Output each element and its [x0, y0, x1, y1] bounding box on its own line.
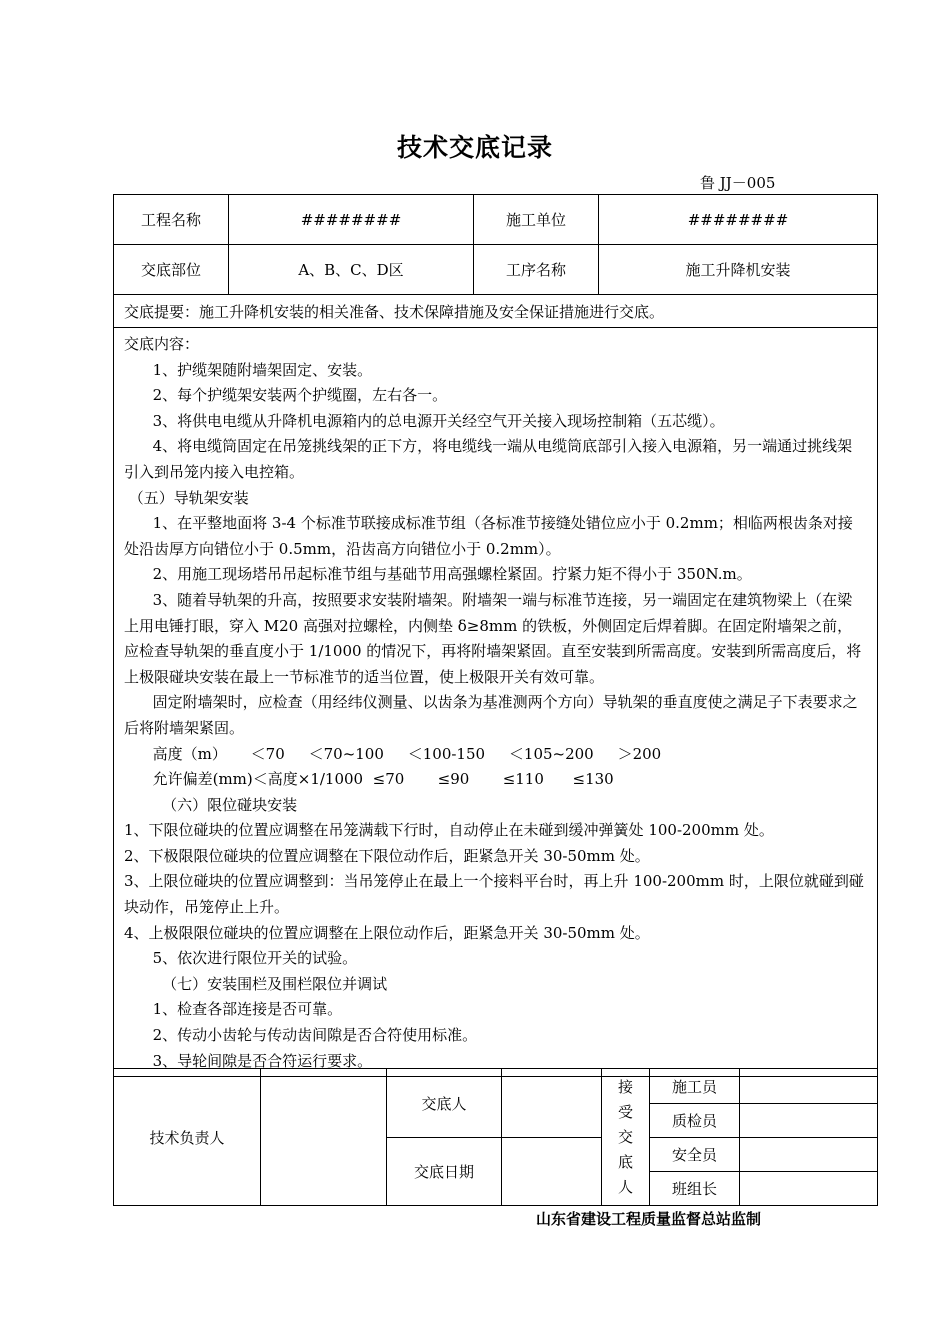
tech-lead-sign-cell	[261, 1069, 387, 1206]
content-line: （六）限位碰块安装	[124, 795, 298, 814]
signature-table	[113, 1068, 878, 1206]
content-line: 5、依次进行限位开关的试验。	[124, 949, 358, 968]
content-line: 3、将供电电缆从升降机电源箱内的总电源开关经空气开关接入现场控制箱（五芯缆）。	[124, 411, 725, 430]
receiver-char: 底	[617, 1152, 633, 1171]
receiver-label	[602, 1069, 650, 1206]
content-line: 4、上极限限位碰块的位置应调整在上限位动作后，距紧急开关 30-50mm 处。	[124, 923, 650, 942]
process-name-label: 工序名称	[474, 245, 599, 295]
project-name-label: 工程名称	[114, 195, 229, 245]
content-line: 交底内容：	[124, 335, 200, 353]
disclosure-summary: 交底提要：施工升降机安装的相关准备、技术保障措施及安全保证措施进行交底。	[114, 295, 878, 328]
content-line: 3、随着导轨架的升高，按照要求安装附墙架。附墙架一端与标准节连接，另一端固定在建筑物梁上（在梁上用电锤打眼，穿入 M20 高强对拉螺栓，内侧垫 δ≥8mm 的铁板，外侧固定后焊着脚。在固定附墙架之前，应检查导轨架的垂直度小于 1/1000 的情况下，再将附墙架紧固。直至安装到所需高度。安装到所需高度后，将上极限碰块安装在最上一节标准节的适当位置，使上极限开关有效可靠。	[124, 590, 862, 686]
disclosure-date-cell	[502, 1138, 602, 1206]
role-safety-sign-cell	[740, 1138, 878, 1172]
content-line: 1、检查各部连接是否可靠。	[124, 1000, 343, 1019]
receiver-char: 接	[617, 1077, 633, 1096]
receiver-char: 人	[617, 1177, 633, 1196]
role-team-leader-label: 班组长	[650, 1172, 740, 1206]
content-line: 3、导轮间隙是否合符运行要求。	[124, 1051, 373, 1070]
content-line: 2、传动小齿轮与传动齿间隙是否合符使用标准。	[124, 1026, 478, 1045]
construction-unit-value: ########	[599, 195, 878, 245]
role-safety-label: 安全员	[650, 1138, 740, 1172]
disclosure-content	[114, 328, 878, 1077]
content-line: 允许偏差(mm)＜高度×1/1000 ≤70 ≤90 ≤110 ≤130	[124, 770, 614, 789]
footer-supervisor: 山东省建设工程质量监督总站监制	[536, 1210, 762, 1228]
discloser-sign-cell	[502, 1069, 602, 1138]
tech-lead-label: 技术负责人	[114, 1069, 261, 1206]
content-line: 2、下极限限位碰块的位置应调整在下限位动作后，距紧急开关 30-50mm 处。	[124, 846, 650, 865]
disclosure-date-label: 交底日期	[387, 1138, 502, 1206]
content-lines	[124, 332, 867, 1074]
content-line: 1、下限位碰块的位置应调整在吊笼满载下行时，自动停止在未碰到缓冲弹簧处 100-200mm 处。	[124, 821, 774, 840]
document-title: 技术交底记录	[396, 133, 553, 162]
content-line: 高度（m） ＜70 ＜70~100 ＜100-150 ＜105~200 ＞200	[124, 744, 662, 763]
disclosure-part-label: 交底部位	[114, 245, 229, 295]
content-line: 4、将电缆筒固定在吊笼挑线架的正下方，将电缆线一端从电缆筒底部引入接入电源箱，另一端通过挑线架引入到吊笼内接入电控箱。	[124, 437, 853, 481]
content-line: （五）导轨架安装	[124, 488, 249, 507]
role-inspector-label: 质检员	[650, 1104, 740, 1138]
discloser-label: 交底人	[387, 1069, 502, 1138]
record-table	[113, 194, 878, 1077]
process-name-value: 施工升降机安装	[599, 245, 878, 295]
construction-unit-label: 施工单位	[474, 195, 599, 245]
content-line: 2、用施工现场塔吊吊起标准节组与基础节用高强螺栓紧固。拧紧力矩不得小于 350N.m。	[124, 565, 752, 584]
disclosure-part-value: A、B、C、D区	[229, 245, 474, 295]
receiver-char: 受	[617, 1102, 633, 1121]
content-line: 固定附墙架时，应检查（用经纬仪测量、以齿条为基准测两个方向）导轨架的垂直度使之满足子下表要求之后将附墙架紧固。	[124, 693, 858, 737]
receiver-char: 交	[617, 1127, 633, 1146]
role-constructor-sign-cell	[740, 1069, 878, 1104]
content-line: 3、上限位碰块的位置应调整到：当吊笼停止在最上一个接料平台时，再上升 100-200mm 时，上限位就碰到碰块动作，吊笼停止上升。	[124, 872, 864, 917]
content-line: 1、在平整地面将 3-4 个标准节联接成标准节组（各标准节接缝处错位应小于 0.2mm；相临两根齿条对接处沿齿厚方向错位小于 0.5mm，沿齿高方向错位小于 0.2mm）。	[124, 514, 853, 558]
content-line: 1、护缆架随附墙架固定、安装。	[124, 360, 373, 379]
content-line: （七）安装围栏及围栏限位并调试	[124, 974, 388, 993]
form-code: 鲁 JJ－005	[700, 174, 776, 192]
content-line: 2、每个护缆架安装两个护缆圈，左右各一。	[124, 386, 448, 405]
project-name-value: ########	[229, 195, 474, 245]
role-constructor-label: 施工员	[650, 1069, 740, 1104]
role-team-leader-sign-cell	[740, 1172, 878, 1206]
role-inspector-sign-cell	[740, 1104, 878, 1138]
